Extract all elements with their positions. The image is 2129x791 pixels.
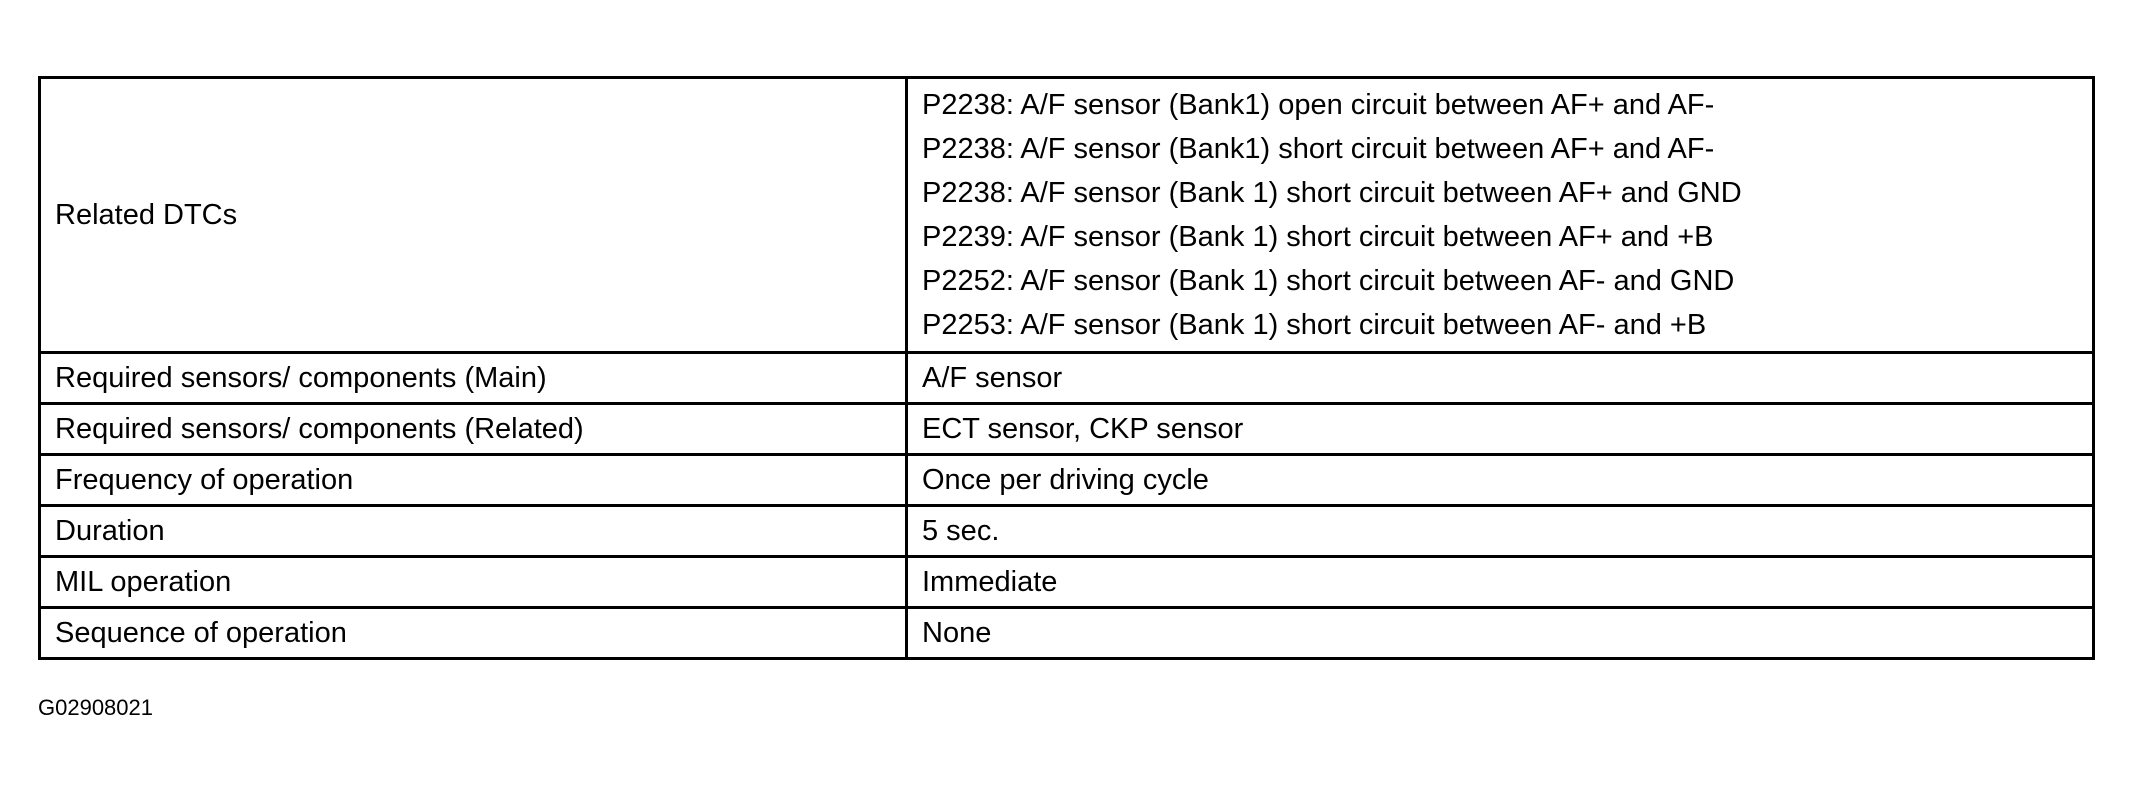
related-dtcs-list [907,78,2094,353]
row-label: Frequency of operation [40,455,907,506]
row-value: Immediate [907,557,2094,608]
table-row-related-dtcs [40,78,2094,353]
row-label: Required sensors/ components (Related) [40,404,907,455]
dtc-item: P2238: A/F sensor (Bank 1) short circuit between AF+ and GND [922,177,1742,209]
dtc-item: P2252: A/F sensor (Bank 1) short circuit between AF- and GND [922,265,1735,297]
row-value: 5 sec. [907,506,2094,557]
row-label: Required sensors/ components (Main) [40,353,907,404]
table-row-sequence [40,608,2094,659]
table-row-main-components [40,353,2094,404]
table-row-mil-operation [40,557,2094,608]
row-label-related-dtcs: Related DTCs [40,78,907,353]
row-label: Sequence of operation [40,608,907,659]
row-label: Duration [40,506,907,557]
row-value: ECT sensor, CKP sensor [907,404,2094,455]
specification-table [38,76,2095,660]
table-row-duration [40,506,2094,557]
row-value: Once per driving cycle [907,455,2094,506]
dtc-item: P2238: A/F sensor (Bank1) short circuit between AF+ and AF- [922,133,1715,165]
dtc-item: P2239: A/F sensor (Bank 1) short circuit between AF+ and +B [922,221,1714,253]
row-label: MIL operation [40,557,907,608]
dtc-item: P2253: A/F sensor (Bank 1) short circuit between AF- and +B [922,309,1707,341]
row-value: None [907,608,2094,659]
figure-id: G02908021 [38,695,153,720]
row-value: A/F sensor [907,353,2094,404]
table-row-frequency [40,455,2094,506]
table-row-related-components [40,404,2094,455]
dtc-item: P2238: A/F sensor (Bank1) open circuit between AF+ and AF- [922,89,1715,121]
